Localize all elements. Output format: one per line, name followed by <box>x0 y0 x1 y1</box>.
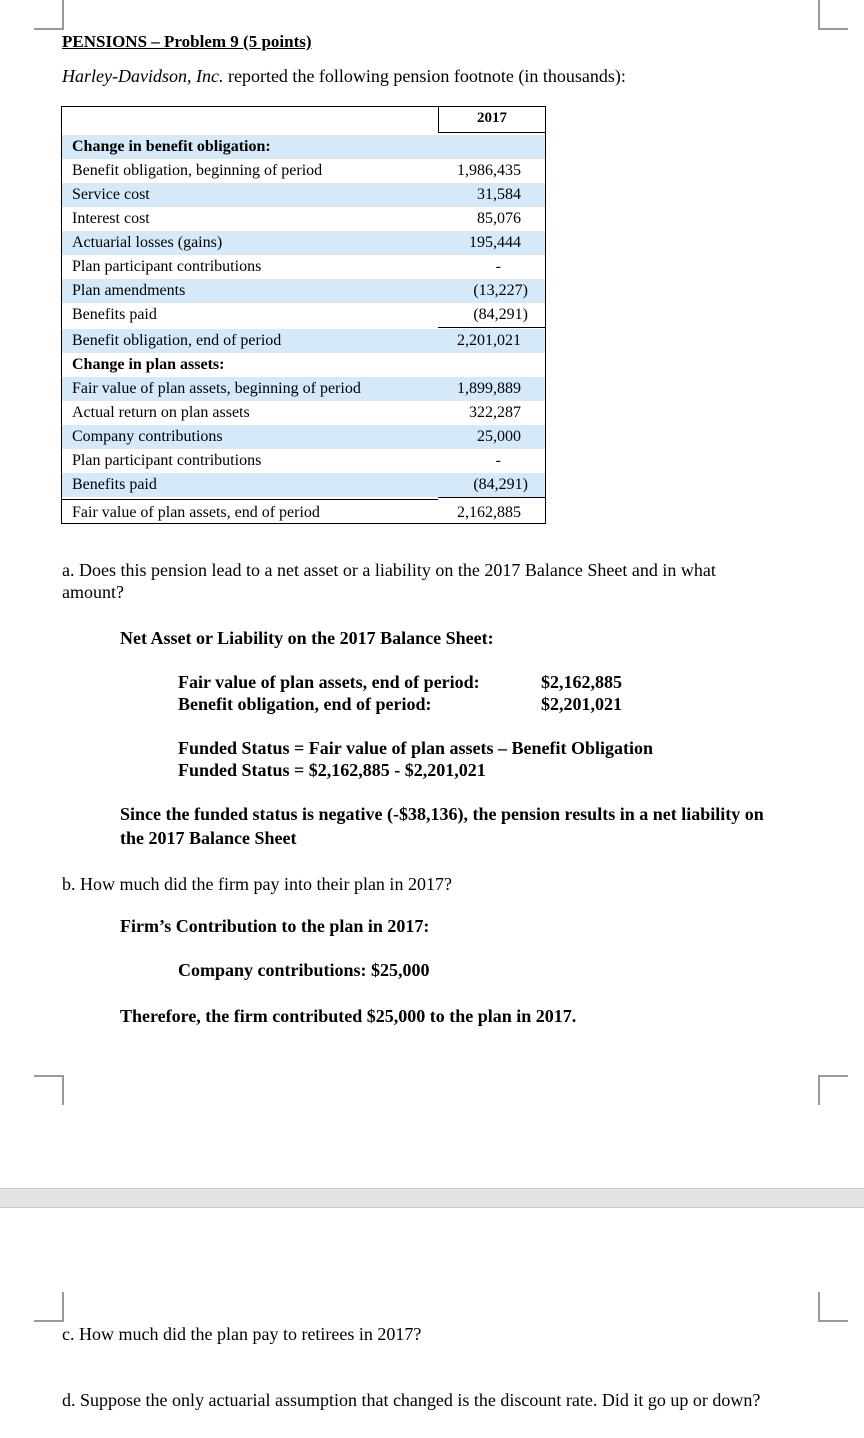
table-row <box>62 401 545 425</box>
table-row <box>62 183 545 207</box>
crop-mark <box>818 1292 848 1322</box>
intro-text <box>62 66 626 86</box>
row-value: 31,584 <box>477 186 521 203</box>
row-label: Plan amendments <box>72 282 186 299</box>
answer-a-conclusion-line1: Since the funded status is negative (-$38,136), the pension results in a net liability on <box>120 804 764 824</box>
row-value: 2,162,885 <box>457 504 521 521</box>
table-row <box>62 353 545 377</box>
page-separator <box>0 1188 864 1208</box>
crop-mark <box>34 0 64 30</box>
table-row <box>62 159 545 183</box>
row-value: 85,076 <box>477 210 521 227</box>
fv-value: $2,162,885 <box>541 672 622 692</box>
question-a-line2: amount? <box>62 582 124 602</box>
row-label: Actuarial losses (gains) <box>72 234 223 251</box>
company-name: Harley-Davidson, Inc. <box>62 66 224 86</box>
year-header <box>438 107 545 133</box>
table-row <box>62 231 545 255</box>
row-label: Fair value of plan assets, end of period <box>72 504 320 521</box>
intro-rest: reported the following pension footnote (in thousands): <box>223 66 626 86</box>
crop-mark <box>818 0 848 30</box>
problem-title: PENSIONS – Problem 9 (5 points) <box>62 32 312 51</box>
bo-value: $2,201,021 <box>541 694 622 714</box>
answer-b-conclusion: Therefore, the firm contributed $25,000 to the plan in 2017. <box>120 1006 577 1026</box>
question-c: c. How much did the plan pay to retirees in 2017? <box>62 1324 422 1344</box>
answer-a-conclusion-line2: the 2017 Balance Sheet <box>120 828 297 848</box>
crop-mark <box>34 1075 64 1105</box>
funded-status-formula: Funded Status = Fair value of plan assets – Benefit Obligation <box>178 738 653 758</box>
row-value: 2,201,021 <box>457 332 521 349</box>
row-value: 25,000 <box>477 428 521 445</box>
row-value: (84,291) <box>473 306 528 323</box>
row-label: Plan participant contributions <box>72 452 262 469</box>
row-value: 1,986,435 <box>457 162 521 179</box>
row-value: 1,899,889 <box>457 380 521 397</box>
table-row <box>62 207 545 231</box>
row-label: Actual return on plan assets <box>72 404 250 421</box>
row-value: (13,227) <box>473 282 528 299</box>
fv-label: Fair value of plan assets, end of period: <box>178 672 480 692</box>
row-label: Benefit obligation, end of period <box>72 332 282 349</box>
row-value: 195,444 <box>469 234 521 251</box>
subtotal-rule <box>438 327 545 328</box>
table-row <box>62 329 545 353</box>
row-label: Change in benefit obligation: <box>72 138 271 155</box>
answer-b-heading: Firm’s Contribution to the plan in 2017: <box>120 916 430 936</box>
crop-mark <box>34 1292 64 1322</box>
crop-mark <box>818 1075 848 1105</box>
question-a-line1: a. Does this pension lead to a net asset or a liability on the 2017 Balance Sheet and in what <box>62 560 716 580</box>
row-label: Benefits paid <box>72 306 157 323</box>
row-label: Benefits paid <box>72 476 157 493</box>
table-row <box>62 135 545 159</box>
row-label: Fair value of plan assets, beginning of period <box>72 380 361 397</box>
question-d: d. Suppose the only actuarial assumption that changed is the discount rate. Did it go up or down? <box>62 1390 761 1410</box>
table-row <box>62 255 545 279</box>
year-header-label: 2017 <box>477 110 507 126</box>
row-label: Company contributions <box>72 428 223 445</box>
row-label: Benefit obligation, beginning of period <box>72 162 323 179</box>
answer-a-heading: Net Asset or Liability on the 2017 Balance Sheet: <box>120 628 494 648</box>
row-label: Service cost <box>72 186 150 203</box>
row-value: - <box>495 258 501 275</box>
answer-b-detail: Company contributions: $25,000 <box>178 960 430 980</box>
table-row <box>62 279 545 303</box>
row-value: 322,287 <box>469 404 521 421</box>
table-row <box>62 377 545 401</box>
pension-footnote-table <box>61 106 546 524</box>
table-row <box>62 473 545 497</box>
row-label: Interest cost <box>72 210 150 227</box>
question-b: b. How much did the firm pay into their plan in 2017? <box>62 874 452 894</box>
bo-label: Benefit obligation, end of period: <box>178 694 432 714</box>
row-value: (84,291) <box>473 476 528 493</box>
table-row <box>62 425 545 449</box>
table-row <box>62 303 545 327</box>
subtotal-rule <box>438 497 545 498</box>
table-row <box>62 501 545 525</box>
row-label: Plan participant contributions <box>72 258 262 275</box>
row-label: Change in plan assets: <box>72 356 225 373</box>
table-row <box>62 449 545 473</box>
funded-status-calc: Funded Status = $2,162,885 - $2,201,021 <box>178 760 486 780</box>
total-rule <box>62 499 438 500</box>
row-value: - <box>495 452 501 469</box>
